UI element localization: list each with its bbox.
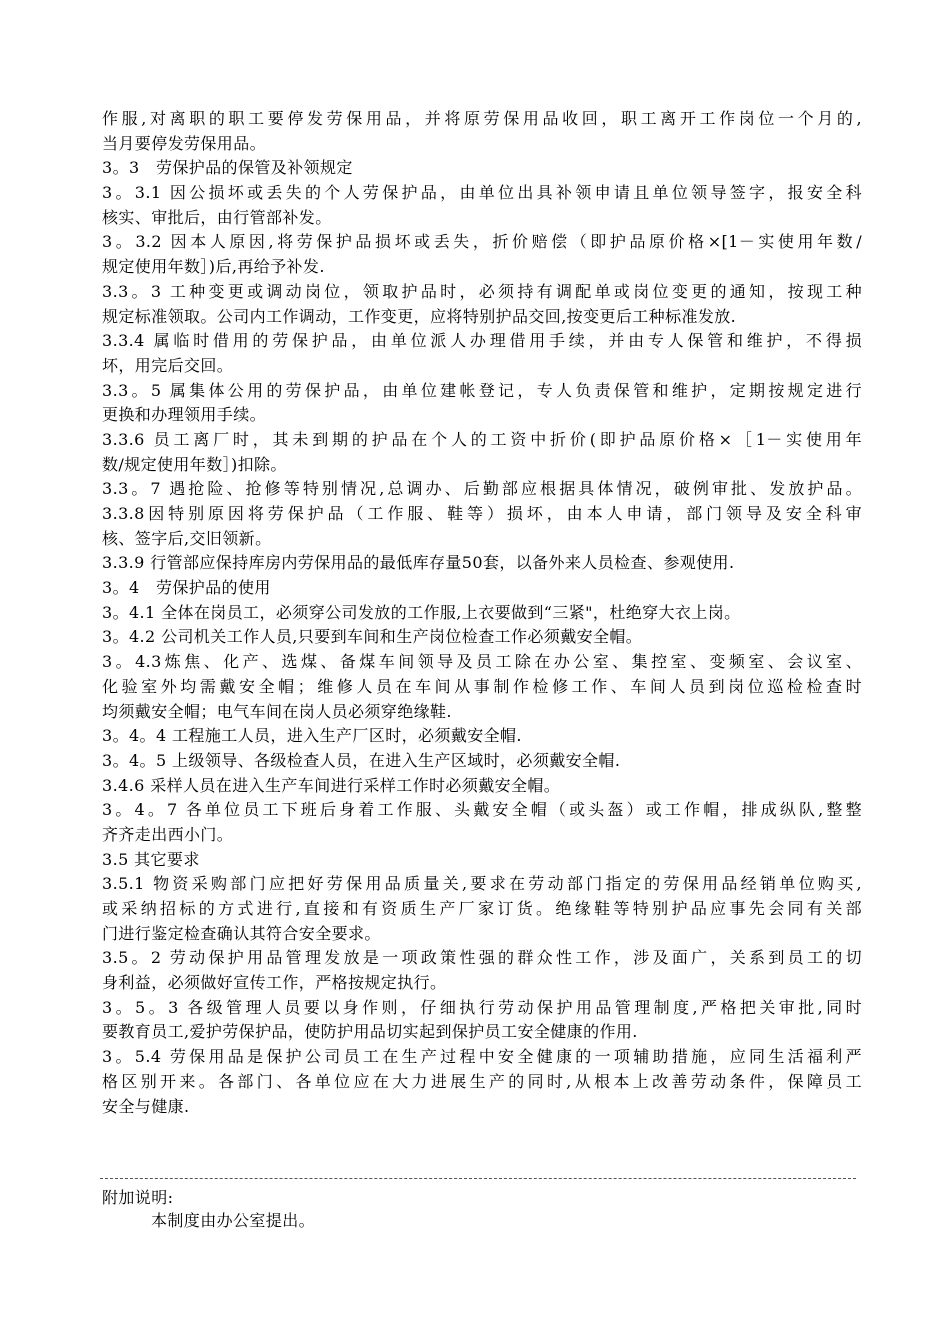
text-line: 格区别开来。各部门、各单位应在大力进展生产的同时,从根本上改善劳动条件，保障员工 [102, 1071, 862, 1091]
text-line: 3。5。3 各级管理人员要以身作则，仔细执行劳动保护用品管理制度,严格把关审批,同时 [102, 997, 862, 1017]
text-line: 3。4.3炼焦、化产、选煤、备煤车间领导及员工除在办公室、集控室、变频室、会议室、 [102, 652, 862, 672]
text-line: 3.3.4 属临时借用的劳保护品，由单位派人办理借用手续，并由专人保管和维护，不得损 [102, 331, 862, 351]
text-line: 数/规定使用年数］)扣除。 [102, 454, 287, 474]
text-line: 作服,对离职的职工要停发劳保用品，并将原劳保用品收回，职工离开工作岗位一个月的, [102, 109, 862, 128]
text-line: 3.3。3 工种变更或调动岗位，领取护品时，必须持有调配单或岗位变更的通知，按现工种 [102, 281, 862, 301]
text-line: 更换和办理领用手续。 [102, 405, 267, 425]
text-line: 3。5.4 劳保用品是保护公司员工在生产过程中安全健康的一项辅助措施，应同生活福利严 [102, 1047, 862, 1067]
text-line: 3.5。2 劳动保护用品管理发放是一项政策性强的群众性工作，涉及面广，关系到员工的切 [102, 948, 862, 968]
text-line: 3.5.1 物资采购部门应把好劳保用品质量关,要求在劳动部门指定的劳保用品经销单位购买, [102, 874, 862, 894]
document-body [102, 107, 862, 1119]
text-line: 齐齐走出西小门。 [102, 824, 234, 844]
text-line: 要教育员工,爱护劳保护品，使防护用品切实起到保护员工安全健康的作用. [102, 1022, 638, 1042]
text-line: 3.3.8因特别原因将劳保护品（工作服、鞋等）损坏，由本人申请，部门领导及安全科审 [102, 504, 862, 523]
text-line: 3.3.6 员工离厂时，其未到期的护品在个人的工资中折价(即护品原价格×［1－实使用年 [102, 429, 862, 449]
text-line: 3。3.1 因公损坏或丢失的个人劳保护品，由单位出具补领申请且单位领导签字，报安全科 [102, 183, 862, 203]
text-line: 3。4 劳保护品的使用 [102, 578, 271, 598]
text-line: 3。3 劳保护品的保管及补领规定 [102, 158, 353, 178]
text-line: 3。4。7 各单位员工下班后身着工作服、头戴安全帽（或头盔）或工作帽，排成纵队,整整 [102, 800, 862, 820]
text-line: 3.5 其它要求 [102, 849, 200, 869]
text-line: 3。4。5 上级领导、各级检查人员，在进入生产区域时，必须戴安全帽. [102, 750, 621, 770]
text-line: 当月要停发劳保用品。 [102, 133, 267, 153]
appendix-body: 本制度由办公室提出。 [151, 1211, 316, 1230]
text-line: 3。3.2 因本人原因,将劳保护品损坏或丢失，折价赔偿（即护品原价格×[1－实使用年数/ [102, 232, 862, 252]
appendix-title: 附加说明: [102, 1188, 174, 1207]
text-line: 3.3。5 属集体公用的劳保护品，由单位建帐登记，专人负责保管和维护，定期按规定进行 [102, 380, 862, 400]
text-line: 化验室外均需戴安全帽；维修人员在车间从事制作检修工作、车间人员到岗位巡检检查时 [102, 676, 862, 696]
text-line: 门进行鉴定检查确认其符合安全要求。 [102, 923, 381, 943]
text-line: 3。4。4 工程施工人员，进入生产厂区时，必须戴安全帽. [102, 726, 522, 746]
section-divider [100, 1178, 856, 1179]
text-line: 安全与健康. [102, 1096, 190, 1116]
text-line: 规定标准领取。公司内工作调动，工作变更，应将特别护品交回,按变更后工种标准发放. [102, 306, 737, 326]
text-line: 3。4.1 全体在岗员工，必须穿公司发放的工作服,上衣要做到“三紧"，杜绝穿大衣上岗。 [102, 602, 741, 622]
text-line: 3。4.2 公司机关工作人员,只要到车间和生产岗位检查工作必须戴安全帽。 [102, 627, 643, 647]
text-line: 均须戴安全帽；电气车间在岗人员必须穿绝缘鞋. [102, 701, 452, 721]
text-line: 或采纳招标的方式进行,直接和有资质生产厂家订货。绝缘鞋等特别护品应事先会同有关部 [102, 899, 862, 918]
text-line: 规定使用年数］)后,再给予补发. [102, 257, 325, 277]
text-line: 3.3.9 行管部应保持库房内劳保用品的最低库存量50套，以备外来人员检查、参观使用. [102, 553, 735, 573]
text-line: 坏，用完后交回。 [102, 355, 234, 375]
text-line: 3.3。7 遇抢险、抢修等特别情况,总调办、后勤部应根据具体情况，破例审批、发放护品。 [102, 479, 862, 499]
text-line: 3.4.6 采样人员在进入生产车间进行采样工作时必须戴安全帽。 [102, 775, 561, 795]
text-line: 核实、审批后，由行管部补发。 [102, 207, 332, 227]
text-line: 核、签字后,交旧领新。 [102, 528, 272, 548]
text-line: 身利益，必须做好宣传工作，严格按规定执行。 [102, 973, 447, 993]
